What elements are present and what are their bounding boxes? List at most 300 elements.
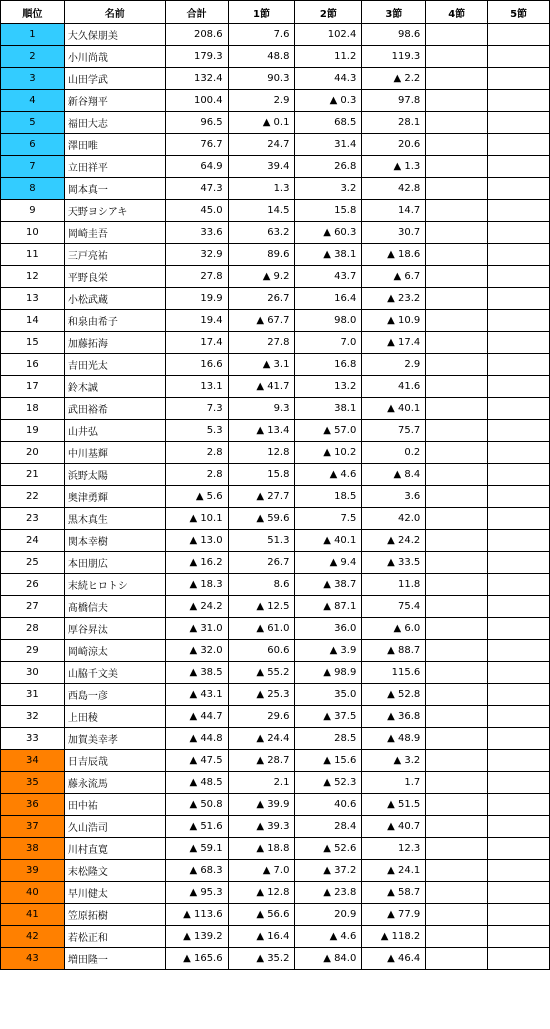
section-3-cell: ▲ 52.8 <box>362 684 426 706</box>
section-4-cell <box>426 596 488 618</box>
section-3-cell: ▲ 46.4 <box>362 948 426 970</box>
section-2-cell: ▲ 23.8 <box>295 882 362 904</box>
header-rank: 順位 <box>1 1 65 24</box>
total-cell: ▲ 165.6 <box>165 948 228 970</box>
section-2-cell: 28.4 <box>295 816 362 838</box>
name-cell: 早川健太 <box>64 882 165 904</box>
section-2-cell: 7.0 <box>295 332 362 354</box>
name-cell: 和泉由希子 <box>64 310 165 332</box>
total-cell: 100.4 <box>165 90 228 112</box>
rank-cell: 7 <box>1 156 65 178</box>
section-2-cell: ▲ 52.6 <box>295 838 362 860</box>
rank-cell: 26 <box>1 574 65 596</box>
rank-cell: 16 <box>1 354 65 376</box>
rank-cell: 5 <box>1 112 65 134</box>
total-cell: ▲ 5.6 <box>165 486 228 508</box>
section-5-cell <box>488 816 550 838</box>
section-4-cell <box>426 266 488 288</box>
section-2-cell: ▲ 15.6 <box>295 750 362 772</box>
section-2-cell: 43.7 <box>295 266 362 288</box>
table-row <box>1 90 550 112</box>
section-5-cell <box>488 750 550 772</box>
header-total: 合計 <box>165 1 228 24</box>
section-5-cell <box>488 266 550 288</box>
section-1-cell: ▲ 9.2 <box>228 266 295 288</box>
table-row <box>1 596 550 618</box>
section-1-cell: ▲ 59.6 <box>228 508 295 530</box>
section-5-cell <box>488 24 550 46</box>
section-4-cell <box>426 442 488 464</box>
rank-cell: 36 <box>1 794 65 816</box>
section-3-cell: ▲ 2.2 <box>362 68 426 90</box>
rank-cell: 40 <box>1 882 65 904</box>
header-section-3: 3節 <box>362 1 426 24</box>
section-2-cell: ▲ 38.7 <box>295 574 362 596</box>
section-3-cell: ▲ 77.9 <box>362 904 426 926</box>
section-2-cell: 35.0 <box>295 684 362 706</box>
section-5-cell <box>488 926 550 948</box>
section-4-cell <box>426 794 488 816</box>
section-4-cell <box>426 728 488 750</box>
rank-cell: 42 <box>1 926 65 948</box>
total-cell: 17.4 <box>165 332 228 354</box>
section-2-cell: 28.5 <box>295 728 362 750</box>
name-cell: 髙橋信夫 <box>64 596 165 618</box>
section-4-cell <box>426 420 488 442</box>
section-4-cell <box>426 112 488 134</box>
name-cell: 中川基輝 <box>64 442 165 464</box>
section-4-cell <box>426 838 488 860</box>
section-3-cell: ▲ 36.8 <box>362 706 426 728</box>
section-5-cell <box>488 640 550 662</box>
section-1-cell: ▲ 25.3 <box>228 684 295 706</box>
section-4-cell <box>426 354 488 376</box>
table-row <box>1 816 550 838</box>
section-2-cell: ▲ 57.0 <box>295 420 362 442</box>
table-row <box>1 618 550 640</box>
section-5-cell <box>488 310 550 332</box>
section-4-cell <box>426 640 488 662</box>
section-4-cell <box>426 376 488 398</box>
table-row <box>1 772 550 794</box>
rank-cell: 37 <box>1 816 65 838</box>
section-4-cell <box>426 310 488 332</box>
name-cell: 鈴木誠 <box>64 376 165 398</box>
table-row <box>1 310 550 332</box>
section-4-cell <box>426 244 488 266</box>
section-1-cell: 51.3 <box>228 530 295 552</box>
section-3-cell: 119.3 <box>362 46 426 68</box>
section-1-cell: 2.9 <box>228 90 295 112</box>
total-cell: 76.7 <box>165 134 228 156</box>
section-5-cell <box>488 596 550 618</box>
section-4-cell <box>426 222 488 244</box>
section-2-cell: 16.4 <box>295 288 362 310</box>
section-2-cell: ▲ 84.0 <box>295 948 362 970</box>
total-cell: ▲ 68.3 <box>165 860 228 882</box>
total-cell: 13.1 <box>165 376 228 398</box>
section-3-cell: ▲ 6.7 <box>362 266 426 288</box>
section-1-cell: 8.6 <box>228 574 295 596</box>
total-cell: ▲ 31.0 <box>165 618 228 640</box>
rank-cell: 34 <box>1 750 65 772</box>
total-cell: ▲ 59.1 <box>165 838 228 860</box>
section-1-cell: ▲ 41.7 <box>228 376 295 398</box>
section-4-cell <box>426 530 488 552</box>
section-2-cell: ▲ 0.3 <box>295 90 362 112</box>
section-1-cell: ▲ 67.7 <box>228 310 295 332</box>
section-5-cell <box>488 288 550 310</box>
name-cell: 厚谷昇汰 <box>64 618 165 640</box>
rank-cell: 6 <box>1 134 65 156</box>
name-cell: 吉田光太 <box>64 354 165 376</box>
section-4-cell <box>426 574 488 596</box>
name-cell: 若松正和 <box>64 926 165 948</box>
rank-cell: 19 <box>1 420 65 442</box>
name-cell: 大久保朋美 <box>64 24 165 46</box>
name-cell: 関本幸樹 <box>64 530 165 552</box>
rank-cell: 10 <box>1 222 65 244</box>
table-row <box>1 244 550 266</box>
section-5-cell <box>488 882 550 904</box>
section-4-cell <box>426 618 488 640</box>
section-3-cell: ▲ 8.4 <box>362 464 426 486</box>
name-cell: 岡本真一 <box>64 178 165 200</box>
name-cell: 末続ヒロトシ <box>64 574 165 596</box>
table-row <box>1 354 550 376</box>
section-3-cell: ▲ 58.7 <box>362 882 426 904</box>
name-cell: 小松武蔵 <box>64 288 165 310</box>
section-3-cell: 42.8 <box>362 178 426 200</box>
section-2-cell: 13.2 <box>295 376 362 398</box>
table-row <box>1 266 550 288</box>
name-cell: 天野ヨシアキ <box>64 200 165 222</box>
section-2-cell: 11.2 <box>295 46 362 68</box>
section-5-cell <box>488 222 550 244</box>
section-3-cell: ▲ 118.2 <box>362 926 426 948</box>
section-5-cell <box>488 420 550 442</box>
section-1-cell: 14.5 <box>228 200 295 222</box>
header-section-1: 1節 <box>228 1 295 24</box>
section-1-cell: ▲ 12.8 <box>228 882 295 904</box>
section-5-cell <box>488 442 550 464</box>
section-3-cell: ▲ 48.9 <box>362 728 426 750</box>
rank-cell: 3 <box>1 68 65 90</box>
name-cell: 笠原拓樹 <box>64 904 165 926</box>
section-4-cell <box>426 750 488 772</box>
section-2-cell: ▲ 40.1 <box>295 530 362 552</box>
rank-cell: 13 <box>1 288 65 310</box>
section-5-cell <box>488 178 550 200</box>
section-3-cell: 41.6 <box>362 376 426 398</box>
section-5-cell <box>488 508 550 530</box>
rank-cell: 30 <box>1 662 65 684</box>
section-1-cell: 60.6 <box>228 640 295 662</box>
section-3-cell: ▲ 24.1 <box>362 860 426 882</box>
rank-cell: 29 <box>1 640 65 662</box>
name-cell: 浜野太陽 <box>64 464 165 486</box>
table-row <box>1 222 550 244</box>
section-1-cell: ▲ 39.9 <box>228 794 295 816</box>
section-4-cell <box>426 552 488 574</box>
name-cell: 澤田唯 <box>64 134 165 156</box>
section-2-cell: 102.4 <box>295 24 362 46</box>
section-1-cell: ▲ 13.4 <box>228 420 295 442</box>
table-row <box>1 288 550 310</box>
rank-cell: 17 <box>1 376 65 398</box>
section-5-cell <box>488 530 550 552</box>
section-3-cell: 30.7 <box>362 222 426 244</box>
name-cell: 武田裕希 <box>64 398 165 420</box>
total-cell: ▲ 113.6 <box>165 904 228 926</box>
total-cell: ▲ 50.8 <box>165 794 228 816</box>
total-cell: 45.0 <box>165 200 228 222</box>
name-cell: 福田大志 <box>64 112 165 134</box>
section-5-cell <box>488 244 550 266</box>
rank-cell: 14 <box>1 310 65 332</box>
name-cell: 藤永流馬 <box>64 772 165 794</box>
section-3-cell: 97.8 <box>362 90 426 112</box>
table-row <box>1 552 550 574</box>
section-2-cell: 68.5 <box>295 112 362 134</box>
name-cell: 山井弘 <box>64 420 165 442</box>
section-5-cell <box>488 904 550 926</box>
total-cell: ▲ 47.5 <box>165 750 228 772</box>
total-cell: 179.3 <box>165 46 228 68</box>
section-5-cell <box>488 860 550 882</box>
section-3-cell: 42.0 <box>362 508 426 530</box>
section-4-cell <box>426 288 488 310</box>
table-row <box>1 684 550 706</box>
section-2-cell: ▲ 38.1 <box>295 244 362 266</box>
section-3-cell: ▲ 88.7 <box>362 640 426 662</box>
name-cell: 加賀美幸孝 <box>64 728 165 750</box>
section-1-cell: 48.8 <box>228 46 295 68</box>
section-4-cell <box>426 816 488 838</box>
section-3-cell: 115.6 <box>362 662 426 684</box>
table-row <box>1 24 550 46</box>
section-5-cell <box>488 838 550 860</box>
section-4-cell <box>426 882 488 904</box>
name-cell: 岡崎圭吾 <box>64 222 165 244</box>
rank-cell: 12 <box>1 266 65 288</box>
section-5-cell <box>488 46 550 68</box>
header-name: 名前 <box>64 1 165 24</box>
section-2-cell: 44.3 <box>295 68 362 90</box>
table-row <box>1 530 550 552</box>
section-1-cell: 63.2 <box>228 222 295 244</box>
table-row <box>1 948 550 970</box>
header-section-2: 2節 <box>295 1 362 24</box>
section-1-cell: 2.1 <box>228 772 295 794</box>
section-1-cell: 9.3 <box>228 398 295 420</box>
rank-cell: 23 <box>1 508 65 530</box>
section-1-cell: ▲ 35.2 <box>228 948 295 970</box>
table-row <box>1 926 550 948</box>
total-cell: ▲ 48.5 <box>165 772 228 794</box>
section-1-cell: 26.7 <box>228 288 295 310</box>
rank-cell: 15 <box>1 332 65 354</box>
name-cell: 西島一彦 <box>64 684 165 706</box>
section-1-cell: 26.7 <box>228 552 295 574</box>
section-5-cell <box>488 376 550 398</box>
section-1-cell: ▲ 0.1 <box>228 112 295 134</box>
table-row <box>1 112 550 134</box>
name-cell: 末松隆文 <box>64 860 165 882</box>
section-4-cell <box>426 68 488 90</box>
table-row <box>1 508 550 530</box>
name-cell: 山田学武 <box>64 68 165 90</box>
section-1-cell: 29.6 <box>228 706 295 728</box>
section-3-cell: ▲ 51.5 <box>362 794 426 816</box>
total-cell: 33.6 <box>165 222 228 244</box>
total-cell: ▲ 44.7 <box>165 706 228 728</box>
name-cell: 新谷翔平 <box>64 90 165 112</box>
section-1-cell: ▲ 56.6 <box>228 904 295 926</box>
section-3-cell: 14.7 <box>362 200 426 222</box>
total-cell: 64.9 <box>165 156 228 178</box>
table-row <box>1 794 550 816</box>
section-5-cell <box>488 662 550 684</box>
table-row <box>1 332 550 354</box>
section-2-cell: 36.0 <box>295 618 362 640</box>
section-1-cell: 90.3 <box>228 68 295 90</box>
table-row <box>1 376 550 398</box>
section-5-cell <box>488 332 550 354</box>
table-row <box>1 68 550 90</box>
table-row <box>1 574 550 596</box>
section-3-cell: ▲ 6.0 <box>362 618 426 640</box>
rank-cell: 20 <box>1 442 65 464</box>
section-4-cell <box>426 156 488 178</box>
section-2-cell: 20.9 <box>295 904 362 926</box>
section-2-cell: 15.8 <box>295 200 362 222</box>
section-4-cell <box>426 134 488 156</box>
table-row <box>1 486 550 508</box>
section-5-cell <box>488 948 550 970</box>
section-5-cell <box>488 112 550 134</box>
table-row <box>1 706 550 728</box>
section-5-cell <box>488 200 550 222</box>
name-cell: 立田祥平 <box>64 156 165 178</box>
section-1-cell: ▲ 24.4 <box>228 728 295 750</box>
rank-cell: 4 <box>1 90 65 112</box>
section-2-cell: 7.5 <box>295 508 362 530</box>
total-cell: 7.3 <box>165 398 228 420</box>
name-cell: 黒木真生 <box>64 508 165 530</box>
total-cell: 208.6 <box>165 24 228 46</box>
section-3-cell: ▲ 40.1 <box>362 398 426 420</box>
section-4-cell <box>426 486 488 508</box>
total-cell: ▲ 16.2 <box>165 552 228 574</box>
section-5-cell <box>488 772 550 794</box>
table-row <box>1 200 550 222</box>
name-cell: 増田隆一 <box>64 948 165 970</box>
section-1-cell: 27.8 <box>228 332 295 354</box>
section-3-cell: ▲ 18.6 <box>362 244 426 266</box>
section-4-cell <box>426 200 488 222</box>
section-4-cell <box>426 332 488 354</box>
total-cell: ▲ 139.2 <box>165 926 228 948</box>
section-2-cell: 26.8 <box>295 156 362 178</box>
name-cell: 加藤拓海 <box>64 332 165 354</box>
section-3-cell: 12.3 <box>362 838 426 860</box>
table-row <box>1 398 550 420</box>
rank-cell: 28 <box>1 618 65 640</box>
section-2-cell: ▲ 4.6 <box>295 926 362 948</box>
section-1-cell: ▲ 61.0 <box>228 618 295 640</box>
section-4-cell <box>426 24 488 46</box>
section-2-cell: ▲ 3.9 <box>295 640 362 662</box>
section-5-cell <box>488 706 550 728</box>
name-cell: 久山浩司 <box>64 816 165 838</box>
section-3-cell: 75.4 <box>362 596 426 618</box>
rank-cell: 9 <box>1 200 65 222</box>
section-1-cell: 15.8 <box>228 464 295 486</box>
total-cell: 32.9 <box>165 244 228 266</box>
section-2-cell: 16.8 <box>295 354 362 376</box>
table-row <box>1 134 550 156</box>
section-4-cell <box>426 904 488 926</box>
section-4-cell <box>426 926 488 948</box>
total-cell: ▲ 18.3 <box>165 574 228 596</box>
section-2-cell: ▲ 98.9 <box>295 662 362 684</box>
rank-cell: 35 <box>1 772 65 794</box>
total-cell: 2.8 <box>165 442 228 464</box>
total-cell: ▲ 38.5 <box>165 662 228 684</box>
section-3-cell: 20.6 <box>362 134 426 156</box>
header-section-4: 4節 <box>426 1 488 24</box>
section-5-cell <box>488 684 550 706</box>
table-row <box>1 838 550 860</box>
section-3-cell: ▲ 17.4 <box>362 332 426 354</box>
section-4-cell <box>426 772 488 794</box>
section-3-cell: 11.8 <box>362 574 426 596</box>
table-row <box>1 420 550 442</box>
table-row <box>1 46 550 68</box>
section-2-cell: 3.2 <box>295 178 362 200</box>
name-cell: 奥津勇輝 <box>64 486 165 508</box>
name-cell: 川村直寛 <box>64 838 165 860</box>
section-4-cell <box>426 398 488 420</box>
section-4-cell <box>426 464 488 486</box>
rank-cell: 32 <box>1 706 65 728</box>
section-2-cell: 31.4 <box>295 134 362 156</box>
rank-cell: 11 <box>1 244 65 266</box>
section-4-cell <box>426 706 488 728</box>
section-3-cell: 75.7 <box>362 420 426 442</box>
section-5-cell <box>488 156 550 178</box>
table-row <box>1 464 550 486</box>
name-cell: 岡崎涼太 <box>64 640 165 662</box>
rank-cell: 27 <box>1 596 65 618</box>
rank-cell: 18 <box>1 398 65 420</box>
section-4-cell <box>426 46 488 68</box>
section-2-cell: ▲ 87.1 <box>295 596 362 618</box>
section-3-cell: ▲ 33.5 <box>362 552 426 574</box>
section-3-cell: 28.1 <box>362 112 426 134</box>
section-4-cell <box>426 684 488 706</box>
section-5-cell <box>488 552 550 574</box>
table-row <box>1 178 550 200</box>
total-cell: 16.6 <box>165 354 228 376</box>
section-3-cell: 2.9 <box>362 354 426 376</box>
total-cell: ▲ 43.1 <box>165 684 228 706</box>
section-1-cell: 89.6 <box>228 244 295 266</box>
section-1-cell: ▲ 39.3 <box>228 816 295 838</box>
table-row <box>1 156 550 178</box>
section-4-cell <box>426 508 488 530</box>
